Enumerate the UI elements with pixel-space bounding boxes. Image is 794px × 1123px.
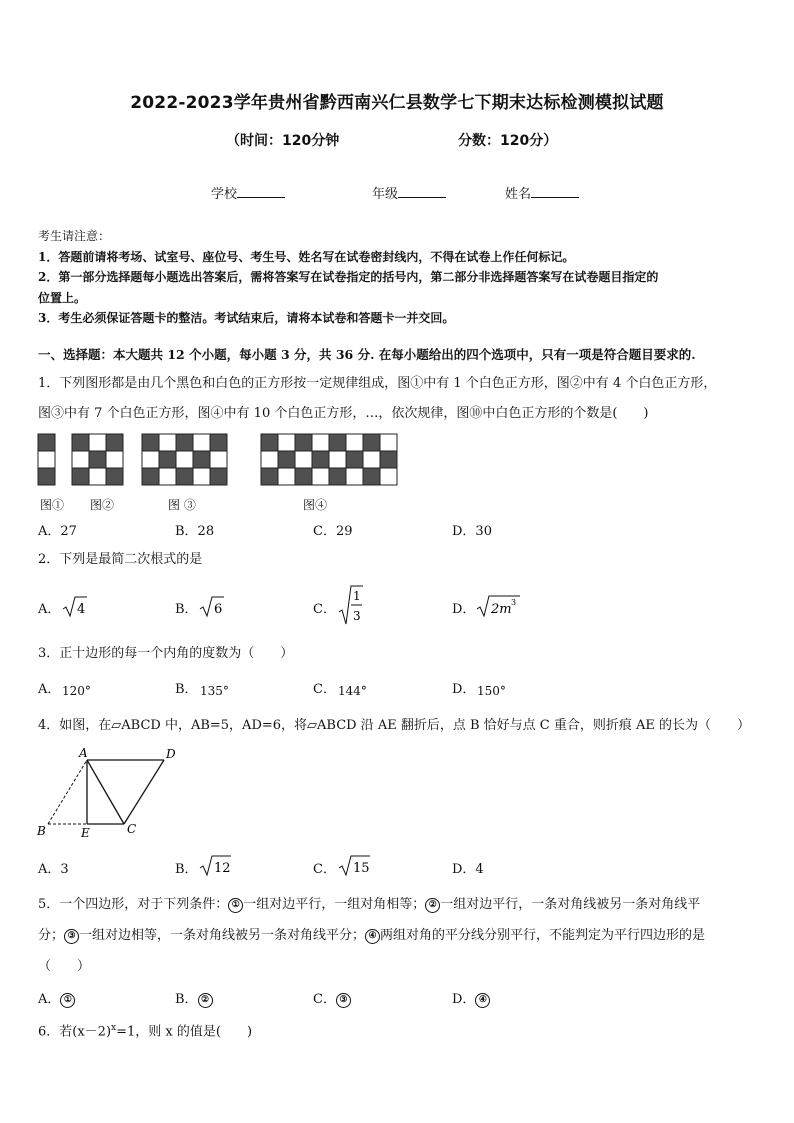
q6-exponent: x [111, 1023, 117, 1033]
q5-option-d [452, 988, 490, 1008]
circled-3: ③ [336, 993, 351, 1008]
q2-option-b-label: B． [175, 602, 198, 617]
note-item: 3．考生必须保证答题卡的整洁。考试结束后，请将本试卷和答题卡一并交回。 [38, 311, 455, 325]
black-square [142, 434, 159, 451]
black-square [106, 434, 123, 451]
q1-option-a: A．27 [38, 524, 77, 539]
white-square [89, 468, 106, 485]
q5-option-a [38, 988, 75, 1008]
black-square [346, 451, 363, 468]
white-square [89, 434, 106, 451]
q2-option-a-label: A． [38, 602, 61, 617]
black-square [295, 434, 312, 451]
q6-text: =1，则 x 的值是( ) [116, 1024, 253, 1040]
question-1 [38, 370, 760, 428]
point-e: E [81, 826, 90, 840]
q3-option-b-value: 135° [200, 684, 229, 698]
black-square [176, 468, 193, 485]
name-label: 姓名 [505, 187, 532, 202]
school-field [211, 183, 285, 202]
black-square [363, 434, 380, 451]
white-square [142, 451, 159, 468]
figure-1 [38, 434, 55, 485]
white-square [329, 451, 346, 468]
q1-option-c: C．29 [313, 524, 353, 539]
white-square [261, 451, 278, 468]
q5-text: 两组对角的平分线分别平行，不能判定为平行四边形的是 [380, 928, 706, 943]
q2-b-radicand: 6 [214, 602, 223, 617]
white-square [346, 468, 363, 485]
q6-text: 6．若(x－2) [38, 1024, 112, 1040]
black-square [38, 434, 55, 451]
white-square [295, 451, 312, 468]
q3-option-c-label: C． [313, 682, 336, 697]
note-item: 2．第一部分选择题每小题选出答案后，需将答案写在试卷指定的括号内，第二部分非选择题答案写在试卷题目指定的 [38, 270, 659, 284]
black-square [142, 468, 159, 485]
figure-3 [142, 434, 227, 485]
white-square [38, 451, 55, 468]
section-heading: 一、选择题：本大题共 12 个小题，每小题 3 分，共 36 分. 在每小题给出的四个选项中，只有一项是符合题目要求的. [38, 347, 696, 362]
white-square [159, 468, 176, 485]
name-blank [531, 185, 579, 198]
white-square [176, 451, 193, 468]
black-square [72, 468, 89, 485]
q2-c-numerator: 1 [353, 589, 361, 603]
figure-2-caption: 图② [90, 498, 115, 512]
q2-stem: 2．下列是最简二次根式的是 [38, 552, 203, 567]
black-square [380, 451, 397, 468]
white-square [380, 468, 397, 485]
q4-b-radicand: 12 [214, 861, 231, 876]
grade-blank [398, 185, 446, 198]
black-square [89, 451, 106, 468]
circled-2: ② [425, 898, 440, 913]
q4-stem: 4．如图，在▱ABCD 中，AB=5，AD=6，将▱ABCD 沿 AE 翻折后，点 B 恰好与点 C 重合，则折痕 AE 的长为（ ） [38, 718, 751, 733]
q4-option-a: A．3 [38, 862, 69, 877]
q5-line3: （ ） [38, 959, 91, 974]
q4-parallelogram-diagram [34, 744, 184, 840]
white-square [278, 434, 295, 451]
figure-2 [72, 434, 123, 485]
q2-option-b-root [199, 594, 225, 620]
q5-option-b [175, 988, 213, 1008]
q3-option-b-label: B． [175, 682, 198, 697]
q3-option-c-value: 144° [338, 684, 367, 698]
point-b: B [37, 824, 46, 838]
q5-option-label: D． [452, 992, 476, 1007]
q1-option-b: B．28 [175, 524, 215, 539]
q5-option-label: A． [38, 992, 61, 1007]
black-square [312, 451, 329, 468]
q5-line1 [38, 889, 760, 920]
q2-option-a-root [62, 594, 88, 620]
q3-option-d-value: 150° [477, 684, 506, 698]
white-square [159, 434, 176, 451]
q1-stem-line2: 图③中有 7 个白色正方形，图④中有 10 个白色正方形，…，依次规律，图⑩中白色正方形的个数是( ) [38, 406, 649, 421]
note-item: 位置上。 [38, 290, 87, 305]
black-square [193, 451, 210, 468]
white-square [193, 434, 210, 451]
q5-text: 分； [38, 928, 65, 943]
black-square [363, 468, 380, 485]
school-label: 学校 [211, 187, 238, 202]
q4-option-c-label: C． [313, 862, 336, 877]
notes-heading: 考生请注意： [38, 229, 111, 243]
q5-text: 一组对边平行，一组对角相等； [243, 897, 426, 912]
black-square [210, 434, 227, 451]
q2-option-c-label: C． [313, 602, 336, 617]
black-square [295, 468, 312, 485]
black-square [72, 434, 89, 451]
circled-4: ④ [475, 993, 490, 1008]
q4-option-b-label: B． [175, 862, 198, 877]
circled-3: ③ [64, 929, 79, 944]
q5-line2 [38, 920, 760, 951]
q5-option-c [313, 988, 351, 1008]
white-square [363, 451, 380, 468]
black-square [261, 434, 278, 451]
q5-text: 一组对边平行，一条对角线被另一条对角线平 [440, 897, 701, 912]
q5-option-label: B． [175, 992, 198, 1007]
q1-option-d: D．30 [452, 524, 492, 539]
q3-stem: 3．正十边形的每一个内角的度数为（ ） [38, 646, 294, 661]
q6-stem [38, 1014, 760, 1046]
white-square [72, 451, 89, 468]
point-a: A [79, 746, 88, 760]
exam-time: （时间：120分钟 [226, 133, 340, 149]
q4-option-c-root [338, 853, 372, 879]
q3-option-d-label: D． [452, 682, 476, 697]
exam-score: 分数：120分） [458, 133, 558, 149]
school-blank [237, 185, 285, 198]
white-square [210, 451, 227, 468]
question-5 [38, 889, 760, 982]
q5-text: 5．一个四边形，对于下列条件： [38, 897, 229, 912]
q2-d-exponent: 3 [511, 598, 517, 607]
q2-d-radicand: 2m [491, 602, 512, 617]
point-c: C [127, 822, 137, 836]
black-square [176, 434, 193, 451]
white-square [106, 451, 123, 468]
white-square [346, 434, 363, 451]
q2-a-radicand: 4 [77, 602, 86, 617]
point-d: D [166, 747, 176, 761]
black-square [278, 451, 295, 468]
black-square [159, 451, 176, 468]
black-square [106, 468, 123, 485]
black-square [329, 434, 346, 451]
q2-option-d-root [476, 592, 522, 620]
page-title: 2022-2023学年贵州省黔西南兴仁县数学七下期末达标检测模拟试题 [130, 93, 664, 113]
q2-option-d-label: D． [452, 602, 476, 617]
black-square [210, 468, 227, 485]
q4-c-radicand: 15 [353, 861, 370, 876]
white-square [380, 434, 397, 451]
figure-1-caption: 图① [40, 498, 65, 512]
white-square [193, 468, 210, 485]
circled-1: ① [228, 898, 243, 913]
black-square [38, 468, 55, 485]
white-square [312, 468, 329, 485]
q5-option-label: C． [313, 992, 336, 1007]
note-item: 1．答题前请将考场、试室号、座位号、考生号、姓名写在试卷密封线内，不得在试卷上作任何标记。 [38, 249, 575, 264]
circled-4: ④ [365, 929, 380, 944]
circled-1: ① [60, 993, 75, 1008]
name-field [505, 183, 579, 202]
q2-c-denominator: 3 [353, 609, 361, 623]
black-square [261, 468, 278, 485]
q5-text: 一组对边相等，一条对角线被另一条对角线平分； [79, 928, 366, 943]
exam-notes [38, 226, 758, 329]
grade-label: 年级 [372, 187, 399, 202]
q2-option-c-root [338, 584, 364, 628]
grade-field [372, 183, 446, 202]
figure-4-caption: 图④ [303, 498, 328, 512]
q3-option-a-label: A． [38, 682, 61, 697]
figure-3-caption: 图 ③ [168, 498, 196, 512]
q1-pattern-figures [36, 432, 406, 492]
q4-option-d: D．4 [452, 862, 484, 877]
figure-4 [261, 434, 397, 485]
q1-stem-line1: 1．下列图形都是由几个黑色和白色的正方形按一定规律组成，图①中有 1 个白色正方形，图②中有 4 个白色正方形， [38, 376, 717, 391]
q3-option-a-value: 120° [62, 684, 91, 698]
q4-option-b-root [199, 853, 233, 879]
white-square [278, 468, 295, 485]
circled-2: ② [198, 993, 213, 1008]
black-square [329, 468, 346, 485]
white-square [312, 434, 329, 451]
